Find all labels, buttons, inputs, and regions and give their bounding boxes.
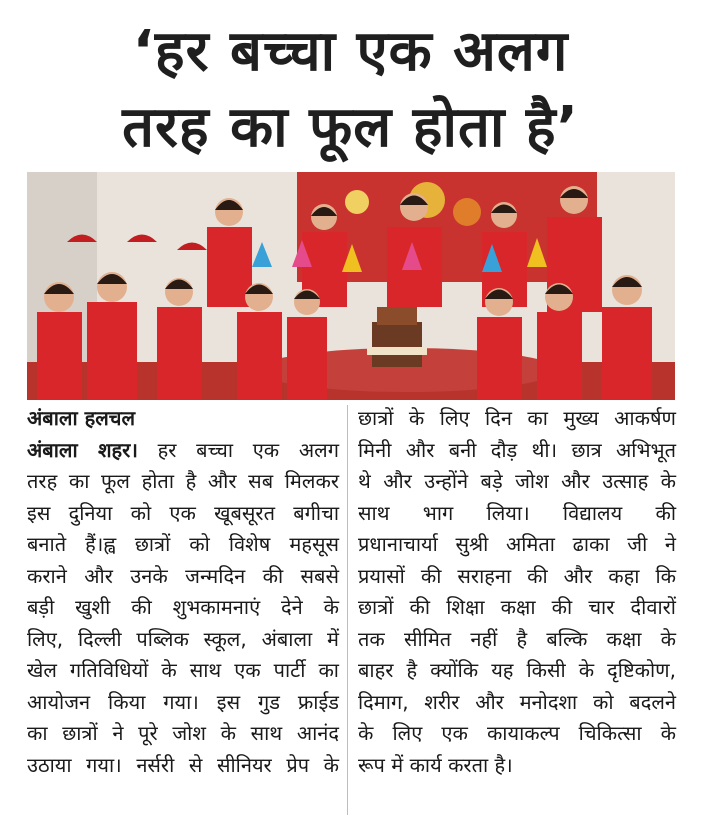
byline: अंबाला हलचल <box>27 406 136 430</box>
news-photo <box>27 172 675 400</box>
article-column-left <box>27 403 339 781</box>
article-line: थे और उन्होंने बड़े जोश और उत्साह के <box>358 469 676 493</box>
article-line: लिए, दिल्ली पब्लिक स्कूल, अंबाला में <box>27 626 339 651</box>
article-line: प्रयासों की सराहना की और कहा कि <box>358 563 676 588</box>
article-text: हर बच्चा एक अलग <box>137 437 339 462</box>
article-line: इस दुनिया को एक खूबसूरत बगीचा <box>27 500 339 525</box>
birthday-party-photo <box>27 172 675 400</box>
headline-line-1: ‘हर बच्चा एक अलग <box>132 19 569 84</box>
article-line: के लिए एक कायाकल्प चिकित्सा के <box>358 721 676 745</box>
article-line: का छात्रों ने पूरे जोश के साथ आनंद <box>27 721 339 745</box>
article-line: साथ भाग लिया। विद्यालय की <box>358 500 676 525</box>
headline-line-2: तरह का फूल होता है’ <box>122 95 579 160</box>
article-line: रूप में कार्य करता है। <box>358 752 513 777</box>
article-line: मिनी और बनी दौड़ थी। छात्र अभिभूत <box>358 437 676 462</box>
article-line: खेल गतिविधियों के साथ एक पार्टी का <box>27 658 339 682</box>
article-column-right <box>358 403 676 781</box>
article-line: छात्रों के लिए दिन का मुख्य आकर्षण <box>358 406 676 430</box>
article-line: तरह का फूल होता है और सब मिलकर <box>27 469 339 493</box>
article-line: आयोजन किया गया। इस गुड फ्राईड <box>27 689 339 714</box>
article-line: कराने और उनके जन्मदिन की सबसे <box>27 563 339 588</box>
article-line: प्रधानाचार्या सुश्री अमिता ढाका जी ने <box>358 532 676 556</box>
article-line: दिमाग, शरीर और मनोदशा को बदलने <box>358 689 676 714</box>
article-line: तक सीमित नहीं है बल्कि कक्षा के <box>358 626 676 651</box>
dateline: अंबाला शहर। <box>27 437 138 462</box>
article-line <box>27 435 339 467</box>
article-line: छात्रों की शिक्षा कक्षा की चार दीवारों <box>358 595 676 619</box>
article-line: बड़ी खुशी की शुभकामनाएं देने के <box>27 595 339 619</box>
article-line: उठाया गया। नर्सरी से सीनियर प्रेप के <box>27 752 339 777</box>
column-divider <box>347 405 348 815</box>
headline <box>0 14 701 166</box>
article-line: बनाते हैं।ह्व छात्रों को विशेष महसूस <box>27 532 339 556</box>
article-line: बाहर है क्योंकि यह किसी के दृष्टिकोण, <box>358 658 676 682</box>
